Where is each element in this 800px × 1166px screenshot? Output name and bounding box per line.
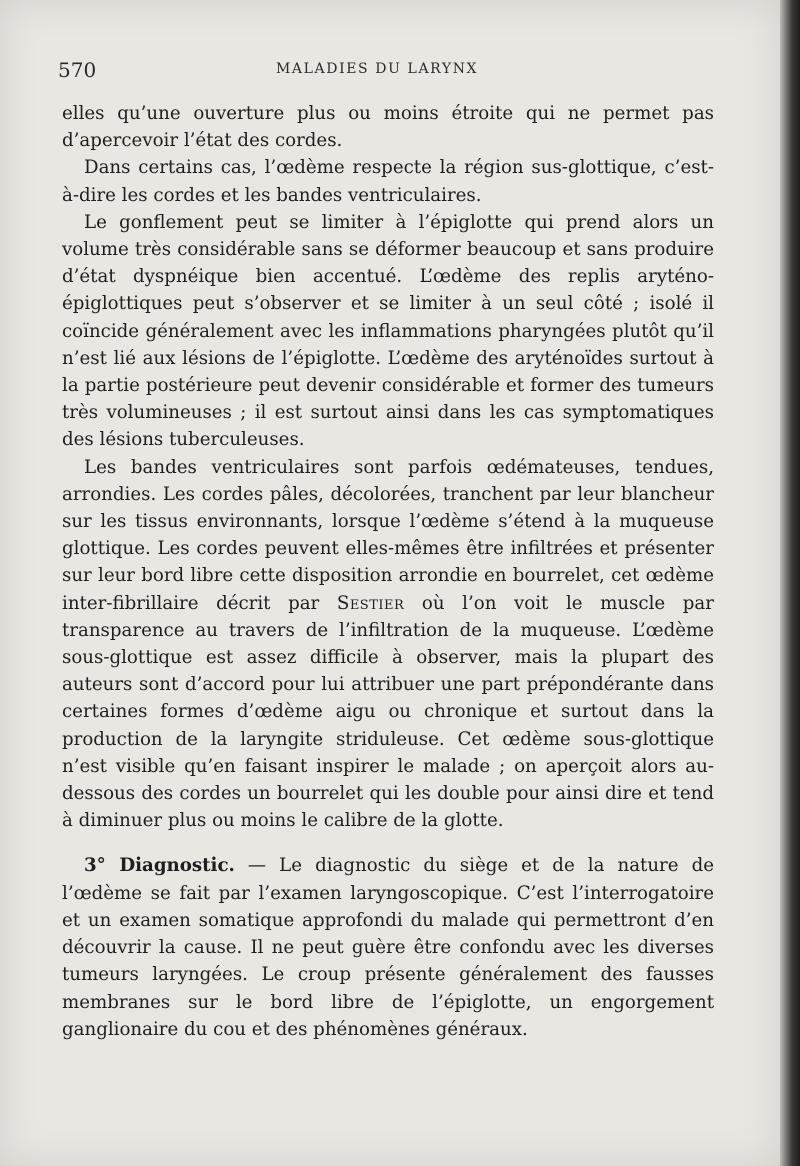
body-text [62,100,714,1043]
paragraph-continuation: elles qu’une ouverture plus ou moins étroite qui ne permet pas d’apercevoir l’état des cordes. [62,103,714,152]
paragraph-text-after-author: où l’on voit le muscle par transparence au travers de l’infiltration de la muqueuse. L’œdème sous-glottique est assez difficile à observer, mais la plupart des auteurs sont d’accord pour lui attribuer une part prépondérante dans certaines formes d’œdème aigu ou chronique et surtout dans la production de la laryngite striduleuse. Cet œdème sous-glottique n’est visible qu’en faisant inspirer le malade ; on aperçoit alors au-dessous des cordes un bourrelet qui les double pour ainsi dire et tend à diminuer plus ou moins le calibre de la glotte. [62,592,714,832]
section-diagnostic [62,852,714,1042]
page-header [58,58,695,84]
running-title: MALADIES DU LARYNX [276,61,479,77]
paragraph-sus-glottique: Dans certains cas, l’œdème respecte la région sus-glottique, c’est-à-dire les cordes et les bandes ventriculaires. [62,157,714,206]
section-title: 3° Diagnostic. [84,855,235,877]
page-edge-shadow [780,0,800,1166]
page-number: 570 [58,58,97,82]
paragraph-bandes-ventriculaires [62,454,714,835]
paragraph-text-before-author: Les bandes ventriculaires sont parfois œdémateuses, tendues, arrondies. Les cordes pâles, décolorées, tranchent par leur blancheur sur les tissus environnants, lorsque l’œdème s’étend à la muqueuse glottique. Les cordes peuvent elles-mêmes être infiltrées et présenter sur leur bord libre cette disposition arrondie en bourrelet, cet œdème inter-fibrillaire décrit par [62,456,714,614]
section-text: — Le diagnostic du siège et de la nature de l’œdème se fait par l’examen laryngoscopique. C’est l’interrogatoire et un examen somatique approfondi du malade qui permettront d’en découvrir la cause. Il ne peut guère être confondu avec les diverses tumeurs laryngées. Le croup présente généralement des fausses membranes sur le bord libre de l’épiglotte, un engorgement ganglionaire du cou et des phénomènes généraux. [62,855,714,1040]
paragraph-epiglotte: Le gonflement peut se limiter à l’épiglotte qui prend alors un volume très considérable sans se déformer beaucoup et sans produire d’état dyspnéique bien accentué. L’œdème des replis aryténo-épiglottiques peut s’observer et se limiter à un seul côté ; isolé il coïncide généralement avec les inflammations pharyngées plutôt qu’il n’est lié aux lésions de l’épiglotte. L’œdème des aryténoïdes surtout à la partie postérieure peut devenir considérable et former des tumeurs très volumineuses ; il est surtout ainsi dans les cas symptomatiques des lésions tuberculeuses. [62,211,714,451]
author-name: Sestier [336,592,405,614]
